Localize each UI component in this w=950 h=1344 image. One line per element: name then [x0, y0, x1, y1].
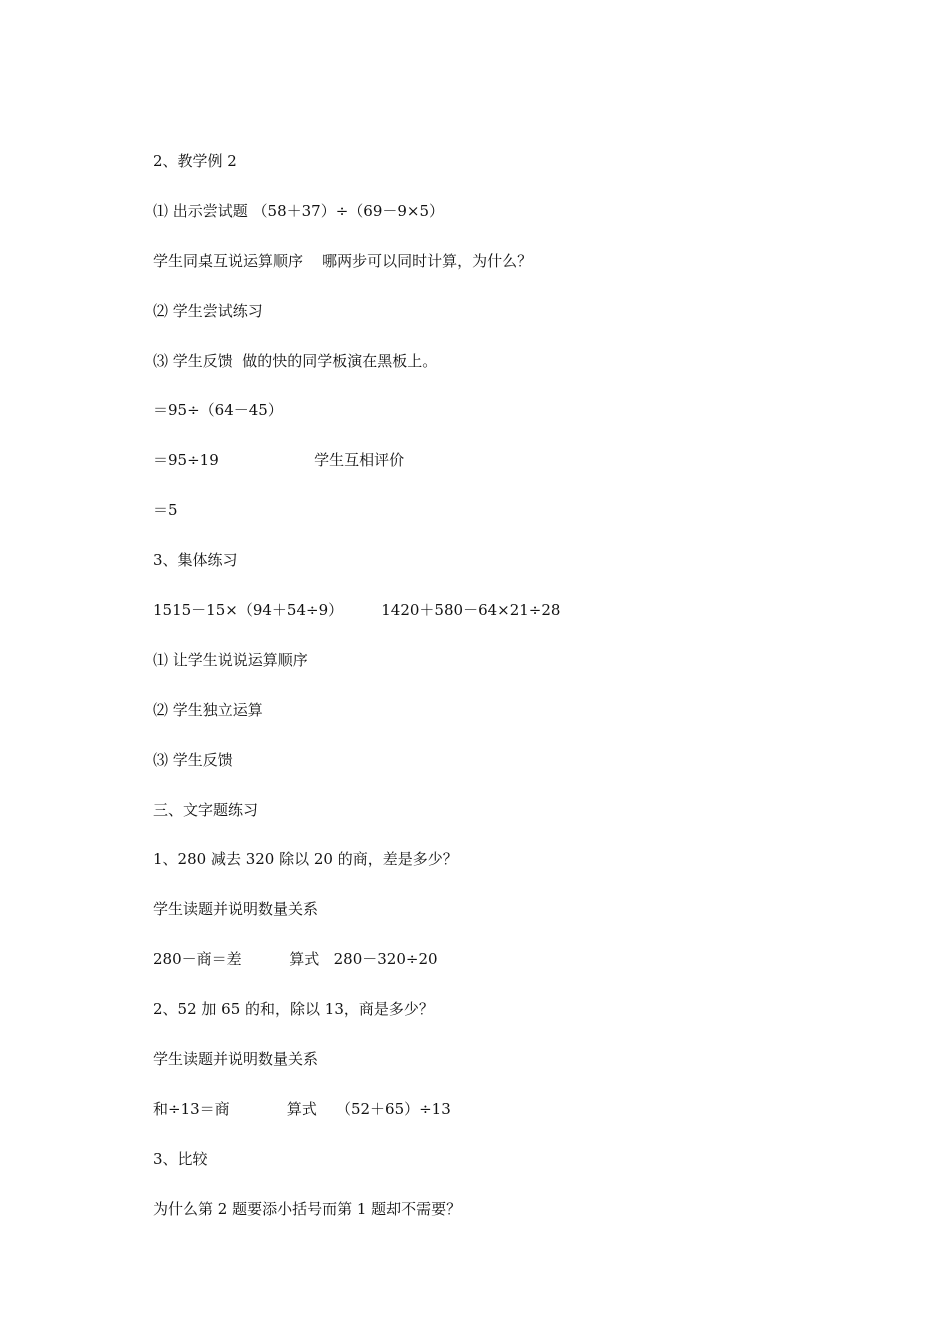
text-line: 学生读题并说明数量关系 — [153, 900, 319, 919]
calculation-step: ＝5 — [153, 501, 178, 520]
section-heading-group-practice: 3、集体练习 — [153, 551, 238, 570]
text-line: 学生读题并说明数量关系 — [153, 1050, 319, 1069]
text-line: ⑵ 学生尝试练习 — [153, 301, 263, 320]
text-line: 为什么第 2 题要添小括号而第 1 题却不需要？ — [153, 1199, 462, 1218]
text-line: ⑶ 学生反馈 做的快的同学板演在黑板上。 — [153, 351, 438, 370]
calculation-step: ＝95÷19 学生互相评价 — [153, 451, 405, 470]
practice-problems-line: 1515－15×（94＋54÷9） 1420＋580－64×21÷28 — [153, 601, 561, 620]
text-line: ⑵ 学生独立运算 — [153, 700, 263, 719]
word-problem-1: 1、280 减去 320 除以 20 的商，差是多少？ — [153, 850, 458, 869]
section-heading-compare: 3、比较 — [153, 1149, 208, 1168]
section-heading-example-2: 2、教学例 2 — [153, 152, 237, 170]
formula-line: 280－商＝差 算式 280－320÷20 — [153, 950, 438, 969]
section-heading-word-problems: 三、文字题练习 — [153, 800, 259, 819]
trial-problem-line: ⑴ 出示尝试题 （58＋37）÷（69－9×5） — [153, 201, 445, 220]
formula-line: 和÷13＝商 算式 （52＋65）÷13 — [153, 1099, 451, 1118]
text-line: 学生同桌互说运算顺序 哪两步可以同时计算，为什么？ — [153, 251, 533, 270]
document-body — [153, 148, 853, 1246]
calculation-step: ＝95÷（64－45） — [153, 401, 283, 420]
word-problem-2: 2、52 加 65 的和，除以 13，商是多少？ — [153, 1000, 434, 1019]
text-line: ⑴ 让学生说说运算顺序 — [153, 650, 308, 669]
text-line: ⑶ 学生反馈 — [153, 750, 233, 769]
